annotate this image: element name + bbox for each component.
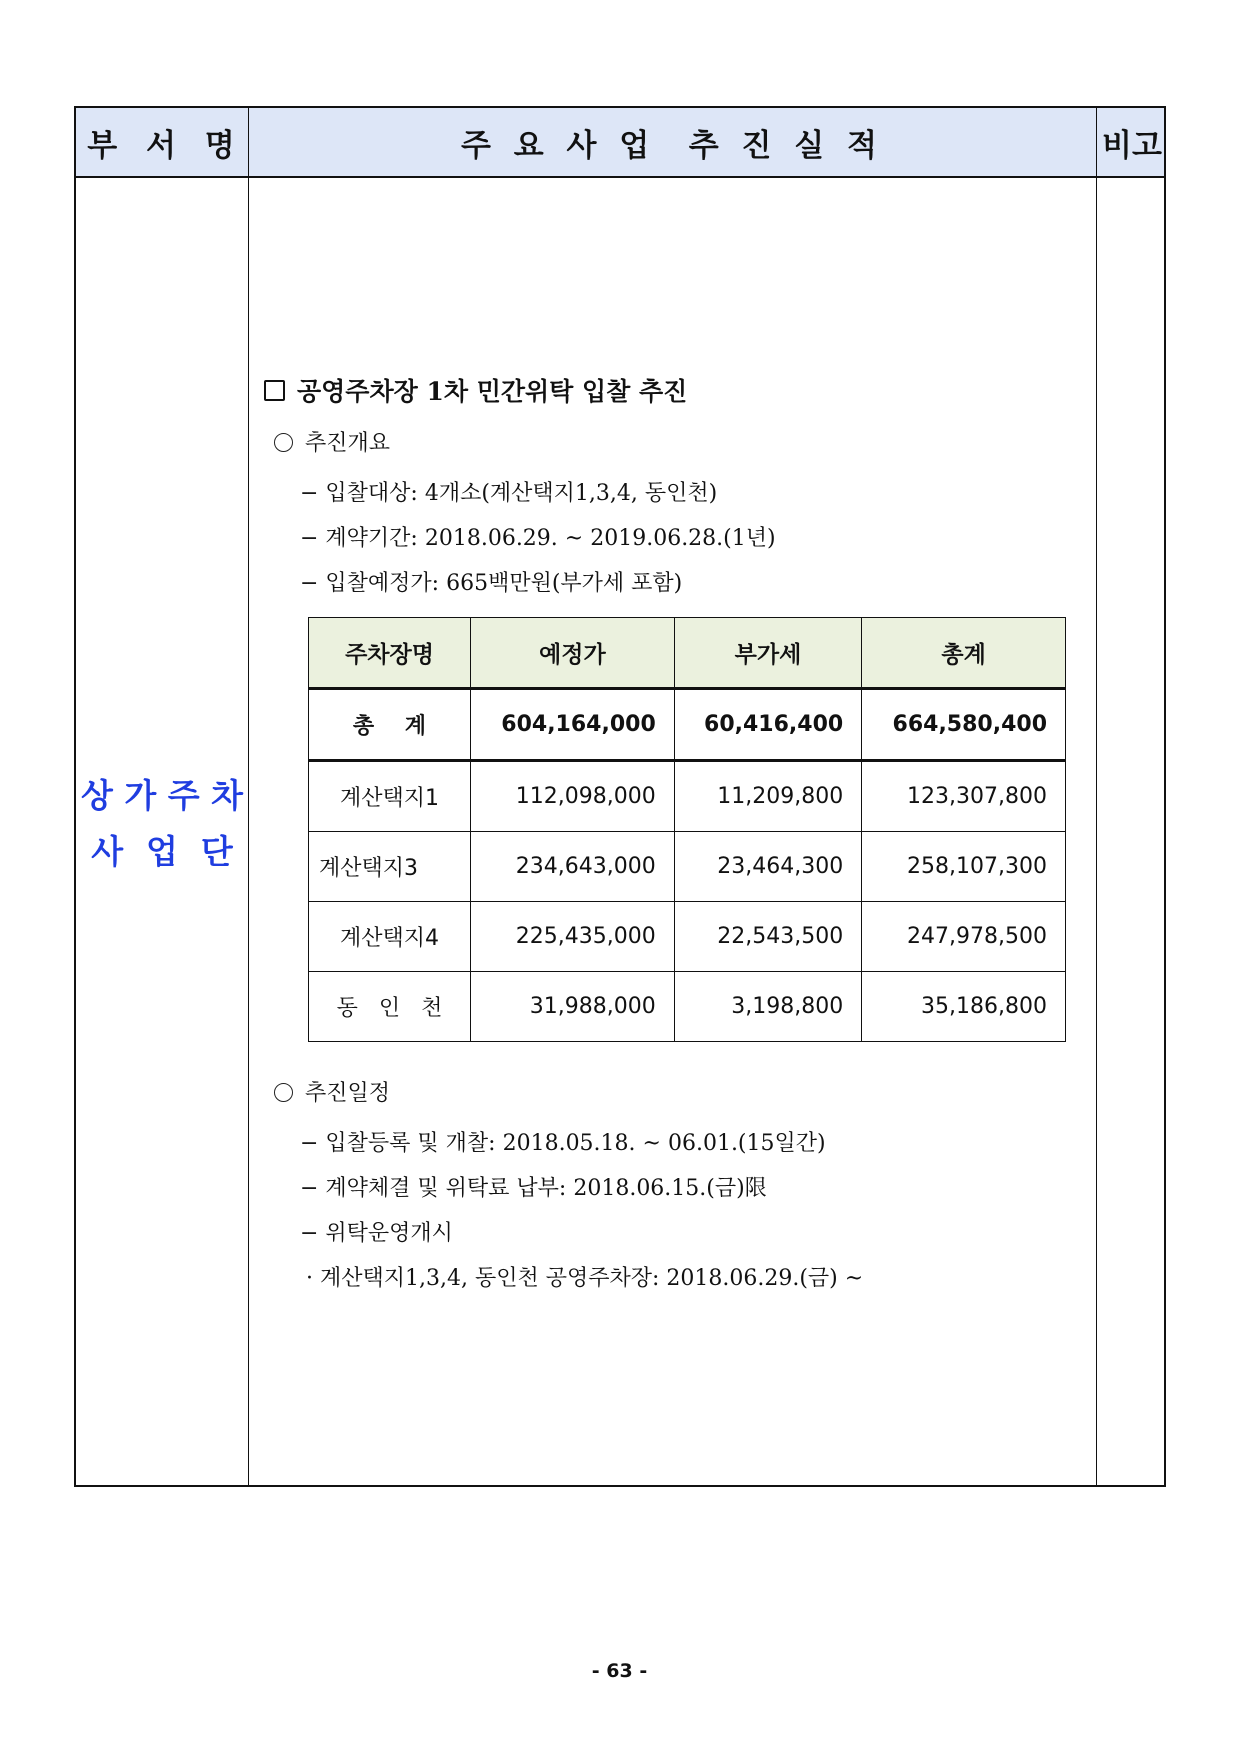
row-vat: 23,464,300 <box>674 832 861 902</box>
row-sum: 258,107,300 <box>862 832 1066 902</box>
schedule-item-4: · 계산택지1,3,4, 동인천 공영주차장: 2018.06.29.(금) ~ <box>306 1266 864 1291</box>
department-name <box>76 768 248 880</box>
checkbox-square-icon <box>264 380 285 401</box>
department-line-1: 상 가 주 차 <box>81 776 243 815</box>
table-row <box>309 832 1066 902</box>
table-row <box>309 902 1066 972</box>
dept-header: 부 서 명 <box>87 127 237 164</box>
row-price: 234,643,000 <box>471 832 675 902</box>
circle-bullet-icon <box>274 1083 293 1102</box>
row-sum: 123,307,800 <box>862 761 1066 832</box>
overview-heading-text: 추진개요 <box>305 431 391 456</box>
schedule-heading <box>274 1076 390 1107</box>
note-header: 비고 <box>1102 127 1162 164</box>
row-sum: 247,978,500 <box>862 902 1066 972</box>
row-price: 112,098,000 <box>471 761 675 832</box>
circle-bullet-icon <box>274 433 293 452</box>
overview-heading <box>274 426 390 457</box>
row-name: 계산택지3 <box>309 832 471 902</box>
col-header-vat: 부가세 <box>674 618 861 689</box>
schedule-heading-text: 추진일정 <box>305 1081 391 1106</box>
title-header: 주 요 사 업 추 진 실 적 <box>461 127 883 164</box>
bid-price-table <box>308 617 1066 1042</box>
overview-item-1: − 입찰대상: 4개소(계산택지1,3,4, 동인천) <box>300 481 718 506</box>
total-price: 604,164,000 <box>471 689 675 761</box>
overview-item-3: − 입찰예정가: 665백만원(부가세 포함) <box>300 571 683 596</box>
row-sum: 35,186,800 <box>862 972 1066 1042</box>
column-divider-2 <box>1096 108 1097 1485</box>
table-header-row <box>309 618 1066 689</box>
total-name: 총 계 <box>309 689 471 761</box>
col-header-lot: 주차장명 <box>309 618 471 689</box>
total-vat: 60,416,400 <box>674 689 861 761</box>
section-title <box>264 372 687 408</box>
table-row <box>309 972 1066 1042</box>
row-vat: 22,543,500 <box>674 902 861 972</box>
row-name: 계산택지4 <box>309 902 471 972</box>
column-divider-1 <box>248 108 249 1485</box>
row-name: 동 인 천 <box>309 972 471 1042</box>
row-price: 31,988,000 <box>471 972 675 1042</box>
row-price: 225,435,000 <box>471 902 675 972</box>
table-row <box>309 761 1066 832</box>
total-sum: 664,580,400 <box>862 689 1066 761</box>
schedule-item-2: − 계약체결 및 위탁료 납부: 2018.06.15.(금)限 <box>300 1176 767 1201</box>
table-total-row <box>309 689 1066 761</box>
row-vat: 11,209,800 <box>674 761 861 832</box>
row-name: 계산택지1 <box>309 761 471 832</box>
department-line-2: 사 업 단 <box>91 832 233 871</box>
schedule-item-3: − 위탁운영개시 <box>300 1221 453 1246</box>
overview-item-2: − 계약기간: 2018.06.29. ~ 2019.06.28.(1년) <box>300 526 776 551</box>
col-header-price: 예정가 <box>471 618 675 689</box>
section-title-text: 공영주차장 1차 민간위탁 입찰 추진 <box>297 377 688 406</box>
row-vat: 3,198,800 <box>674 972 861 1042</box>
col-header-sum: 총계 <box>862 618 1066 689</box>
schedule-item-1: − 입찰등록 및 개찰: 2018.05.18. ~ 06.01.(15일간) <box>300 1131 826 1156</box>
page-number: - 63 - <box>591 1660 648 1682</box>
